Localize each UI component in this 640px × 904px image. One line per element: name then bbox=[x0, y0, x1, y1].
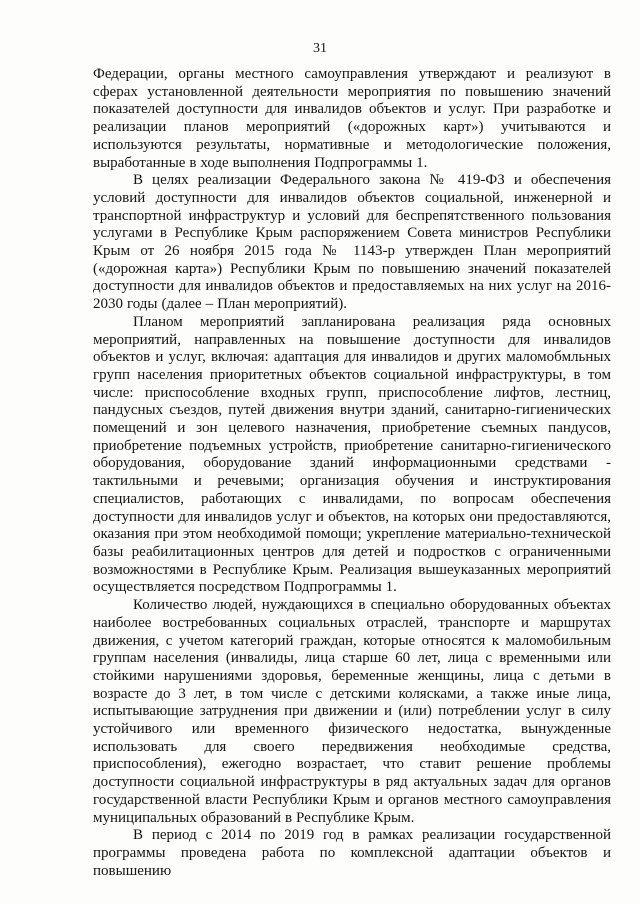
paragraph-period-2014-2019: В период с 2014 по 2019 год в рамках реализации государственной программы проведена работа по комплексной адаптации объектов и повышению bbox=[93, 827, 611, 879]
paragraph-continuation: Федерации, органы местного самоуправления утверждают и реализуют в сферах установленной деятельности мероприятия по повышению значений показателей доступности для инвалидов объектов и услуг. При разработке и реализации планов мероприятий («дорожных карт») учитываются и используются результаты, нормативные и методологические положения, выработанные в ходе выполнения Подпрограммы 1. bbox=[93, 66, 611, 171]
page-number: 31 bbox=[313, 41, 327, 56]
paragraph-federal-law: В целях реализации Федерального закона № 419-ФЗ и обеспечения условий доступности для инвалидов объектов социальной, инженерной и транспортной инфраструктур и условий для беспрепятственного пользования услугами в Республике Крым распоряжением Совета министров Республики Крым от 26 ноября 2015 года № 1143-р утвержден План мероприятий («дорожная карта») Республики Крым по повышению значений показателей доступности для инвалидов объектов и предоставляемых на них услуг на 2016-2030 годы (далее – План мероприятий). bbox=[93, 172, 611, 313]
body-text bbox=[93, 66, 611, 880]
paragraph-low-mobility-groups: Количество людей, нуждающихся в специально оборудованных объектах наиболее востребованных социальных отраслей, транспорте и маршрутах движения, с учетом категорий граждан, которые относятся к маломобильным группам населения (инвалиды, лица старше 60 лет, лица с временными или стойкими нарушениями здоровья, беременные женщины, лица с детьми в возрасте до 3 лет, в том числе с детскими колясками, а также иные лица, испытывающие затруднения при движении и (или) потреблении услуг в силу устойчивого или временного физического недостатка, вынужденные использовать для своего передвижения необходимые средства, приспособления), ежегодно возрастает, что ставит решение проблемы доступности социальной инфраструктуры в ряд актуальных задач для органов государственной власти Республики Крым и органов местного самоуправления муниципальных образований в Республике Крым. bbox=[93, 597, 611, 826]
paragraph-action-plan: Планом мероприятий запланирована реализация ряда основных мероприятий, направленных на повышение доступности для инвалидов объектов и услуг, включая: адаптация для инвалидов и других маломобмльных групп населения приоритетных объектов социальной инфраструктуры, в том числе: приспособление входных групп, приспособление лифтов, лестниц, пандусных съездов, путей движения внутри зданий, санитарно-гигиенических помещений и зон целевого назначения, приобретение съемных пандусов, приобретение подъемных устройств, приобретение санитарно-гигиенического оборудования, оборудование зданий информационными средствами - тактильными и речевыми; организация обучения и инструктирования специалистов, работающих с инвалидами, по вопросам обеспечения доступности для инвалидов услуг и объектов, на которых они предоставляются, оказания при этом необходимой помощи; укрепление материально-технической базы реабилитационных центров для детей и подростков с ограниченными возможностями в Республике Крым. Реализация вышеуказанных мероприятий осуществляется посредством Подпрограммы 1. bbox=[93, 313, 611, 596]
